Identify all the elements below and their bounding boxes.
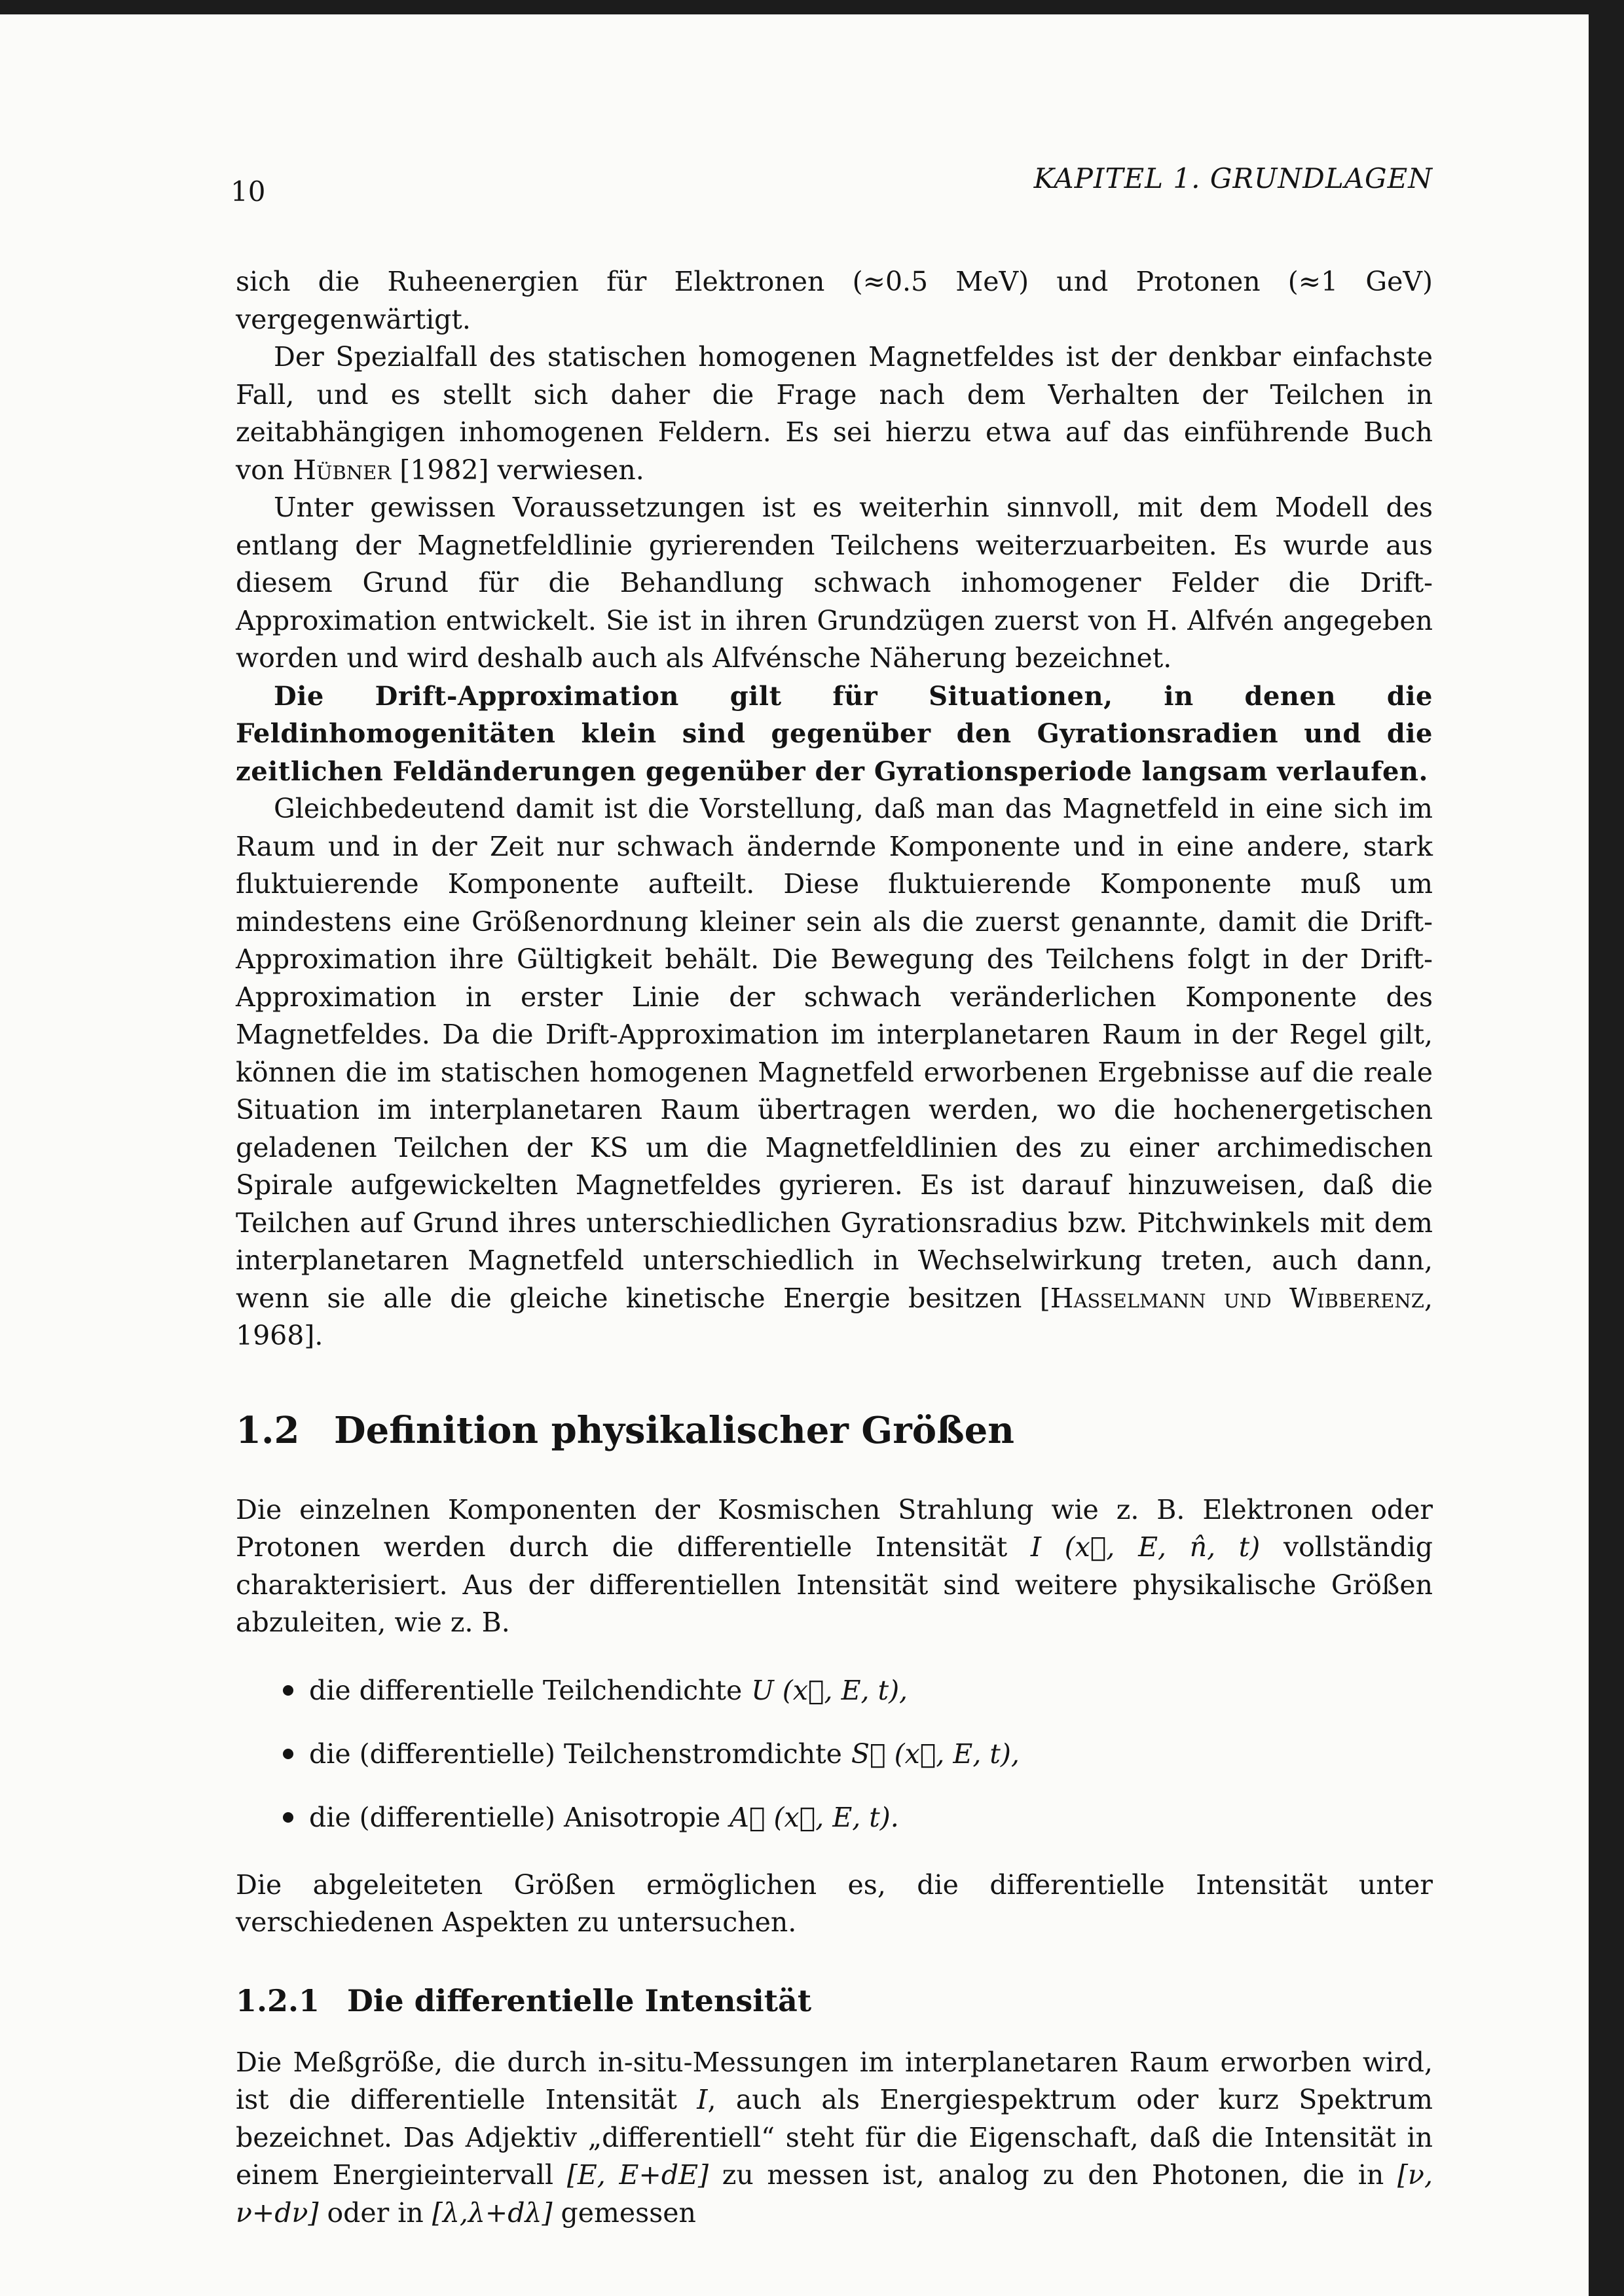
list-item-text: die (differentielle) Teilchenstromdichte <box>309 1738 842 1770</box>
frequency-interval-formula: [ν, ν+dν] <box>236 2159 1433 2229</box>
citation-authors: Hasselmann und Wibberenz <box>1050 1282 1424 1314</box>
list-item-formula: A⃗ (x⃗, E, t). <box>729 1801 899 1833</box>
paragraph-5-tail: , 1968]. <box>236 1282 1433 1351</box>
wavelength-interval-formula: [λ,λ+dλ] <box>432 2196 553 2229</box>
list-item-formula: U (x⃗, E, t), <box>751 1674 908 1706</box>
list-item-formula: S⃗ (x⃗, E, t), <box>851 1738 1020 1770</box>
intensity-formula: I (x⃗, E, n̂, t) <box>1030 1531 1261 1563</box>
section-number: 1.2 <box>236 1408 300 1452</box>
bullet-icon <box>283 1812 293 1823</box>
section-intro <box>236 1491 1433 1642</box>
section-heading <box>236 1408 1433 1453</box>
paragraph-1: sich die Ruheenergien für Elektronen (≈0.5 MeV) und Protonen (≈1 GeV) vergegenwärtigt. <box>236 266 1433 335</box>
subsection-title: Die differentielle Intensität <box>347 1982 812 2018</box>
list-item-text: die (differentielle) Anisotropie <box>309 1801 721 1833</box>
paragraph-5-text: Gleichbedeutend damit ist die Vorstellung, daß man das Magnetfeld in eine sich im Raum und in der Zeit nur schwach ändernde Komponente und in eine andere, stark fluktuierende Komponente aufteilt. Diese fluktuierende Komponente muß um mindestens eine Größenordnung kleiner sein als die zuerst genannte, damit die Drift-Approximation ihre Gültigkeit behält. Die Bewegung des Teilchens folgt in der Drift-Approximation in erster Linie der schwach veränderlichen Komponente des Magnetfeldes. Da die Drift-Approximation im interplanetaren Raum in der Regel gilt, können die im statischen homogenen Magnetfeld erworbenen Ergebnisse auf die reale Situation im interplanetaren Raum übertragen werden, wo die hochenergetischen geladenen Teilchen der KS um die Magnetfeldlinien des zu einer archimedischen Spirale aufgewickelten Magnetfeldes gyrieren. Es ist darauf hinzuweisen, daß die Teilchen auf Grund ihres unterschiedlichen Gyrationsradius bzw. Pitchwinkels mit dem interplanetaren Magnetfeld unterschiedlich in Wechselwirkung treten, auch dann, wenn sie alle die gleiche kinetische Energie besitzen [ <box>236 793 1433 1314</box>
list-item-text: die differentielle Teilchendichte <box>309 1674 743 1706</box>
subsection-heading <box>236 1981 1433 2020</box>
page-content <box>236 263 1433 2232</box>
section-after-list: Die abgeleiteten Größen ermöglichen es, die differentielle Intensität unter verschiedenen Aspekten zu untersuchen. <box>236 1868 1433 1938</box>
energy-interval-formula: [E, E+dE] <box>566 2159 709 2191</box>
subsection-text: zu messen ist, analog zu den Photonen, die in <box>709 2159 1398 2191</box>
paragraph-4-emphasis: Die Drift-Approximation gilt für Situationen, in denen die Feldinhomogenitäten klein sind gegenüber den Gyrationsradien und die zeitlichen Feldänderungen gegenüber der Gyrationsperiode langsam verlaufen. <box>236 680 1433 787</box>
page-number: 10 <box>231 175 266 208</box>
section-intro-tail: vollständig charakterisiert. Aus der differentiellen Intensität sind weitere physikalische Größen abzuleiten, wie z. B. <box>236 1531 1433 1638</box>
running-head: KAPITEL 1. GRUNDLAGEN <box>1033 162 1433 194</box>
bullet-icon <box>283 1749 293 1759</box>
subsection-text: , auch als Energiespektrum oder kurz Spektrum bezeichnet. Das Adjektiv „differentiell“ steht für die Eigenschaft, daß die Intensität in einem Energieintervall <box>236 2084 1433 2191</box>
paragraph-5 <box>236 790 1433 1355</box>
subsection-text: Die Meßgröße, die durch in-situ-Messungen im interplanetaren Raum erworben wird, ist die differentielle Intensität <box>236 2046 1433 2115</box>
paragraph-2-tail: [1982] verwiesen. <box>391 454 644 486</box>
subsection-text: oder in <box>318 2196 432 2229</box>
section-title: Definition physikalischer Größen <box>334 1408 1014 1452</box>
bullet-icon <box>283 1685 293 1696</box>
subsection-text: gemessen <box>552 2196 696 2229</box>
paragraph-2-text: Der Spezialfall des statischen homogenen Magnetfeldes ist der denkbar einfachste Fall, und es stellt sich daher die Frage nach dem Verhalten der Teilchen in zeitabhängigen inhomogenen Feldern. Es sei hierzu etwa auf das einführende Buch von <box>236 341 1433 486</box>
citation-author: Hübner <box>293 454 392 486</box>
document-page <box>0 14 1589 2296</box>
list-item <box>283 1799 1433 1836</box>
paragraph-3: Unter gewissen Voraussetzungen ist es weiterhin sinnvoll, mit dem Modell des entlang der Magnetfeldlinie gyrierenden Teilchens weiterzuarbeiten. Es wurde aus diesem Grund für die Behandlung schwach inhomogener Felder die Drift-Approximation entwickelt. Sie ist in ihren Grundzügen zuerst von H. Alfvén angegeben worden und wird deshalb auch als Alfvénsche Näherung bezeichnet. <box>236 492 1433 674</box>
paragraph-2 <box>236 338 1433 489</box>
subsection-paragraph <box>236 2044 1433 2232</box>
subsection-number: 1.2.1 <box>236 1982 320 2018</box>
section-intro-text: Die einzelnen Komponenten der Kosmischen Strahlung wie z. B. Elektronen oder Protonen werden durch die differentielle Intensität <box>236 1493 1433 1563</box>
list-item <box>283 1672 1433 1709</box>
list-item <box>283 1736 1433 1773</box>
quantity-list <box>236 1672 1433 1836</box>
intensity-symbol: I <box>697 2084 708 2115</box>
